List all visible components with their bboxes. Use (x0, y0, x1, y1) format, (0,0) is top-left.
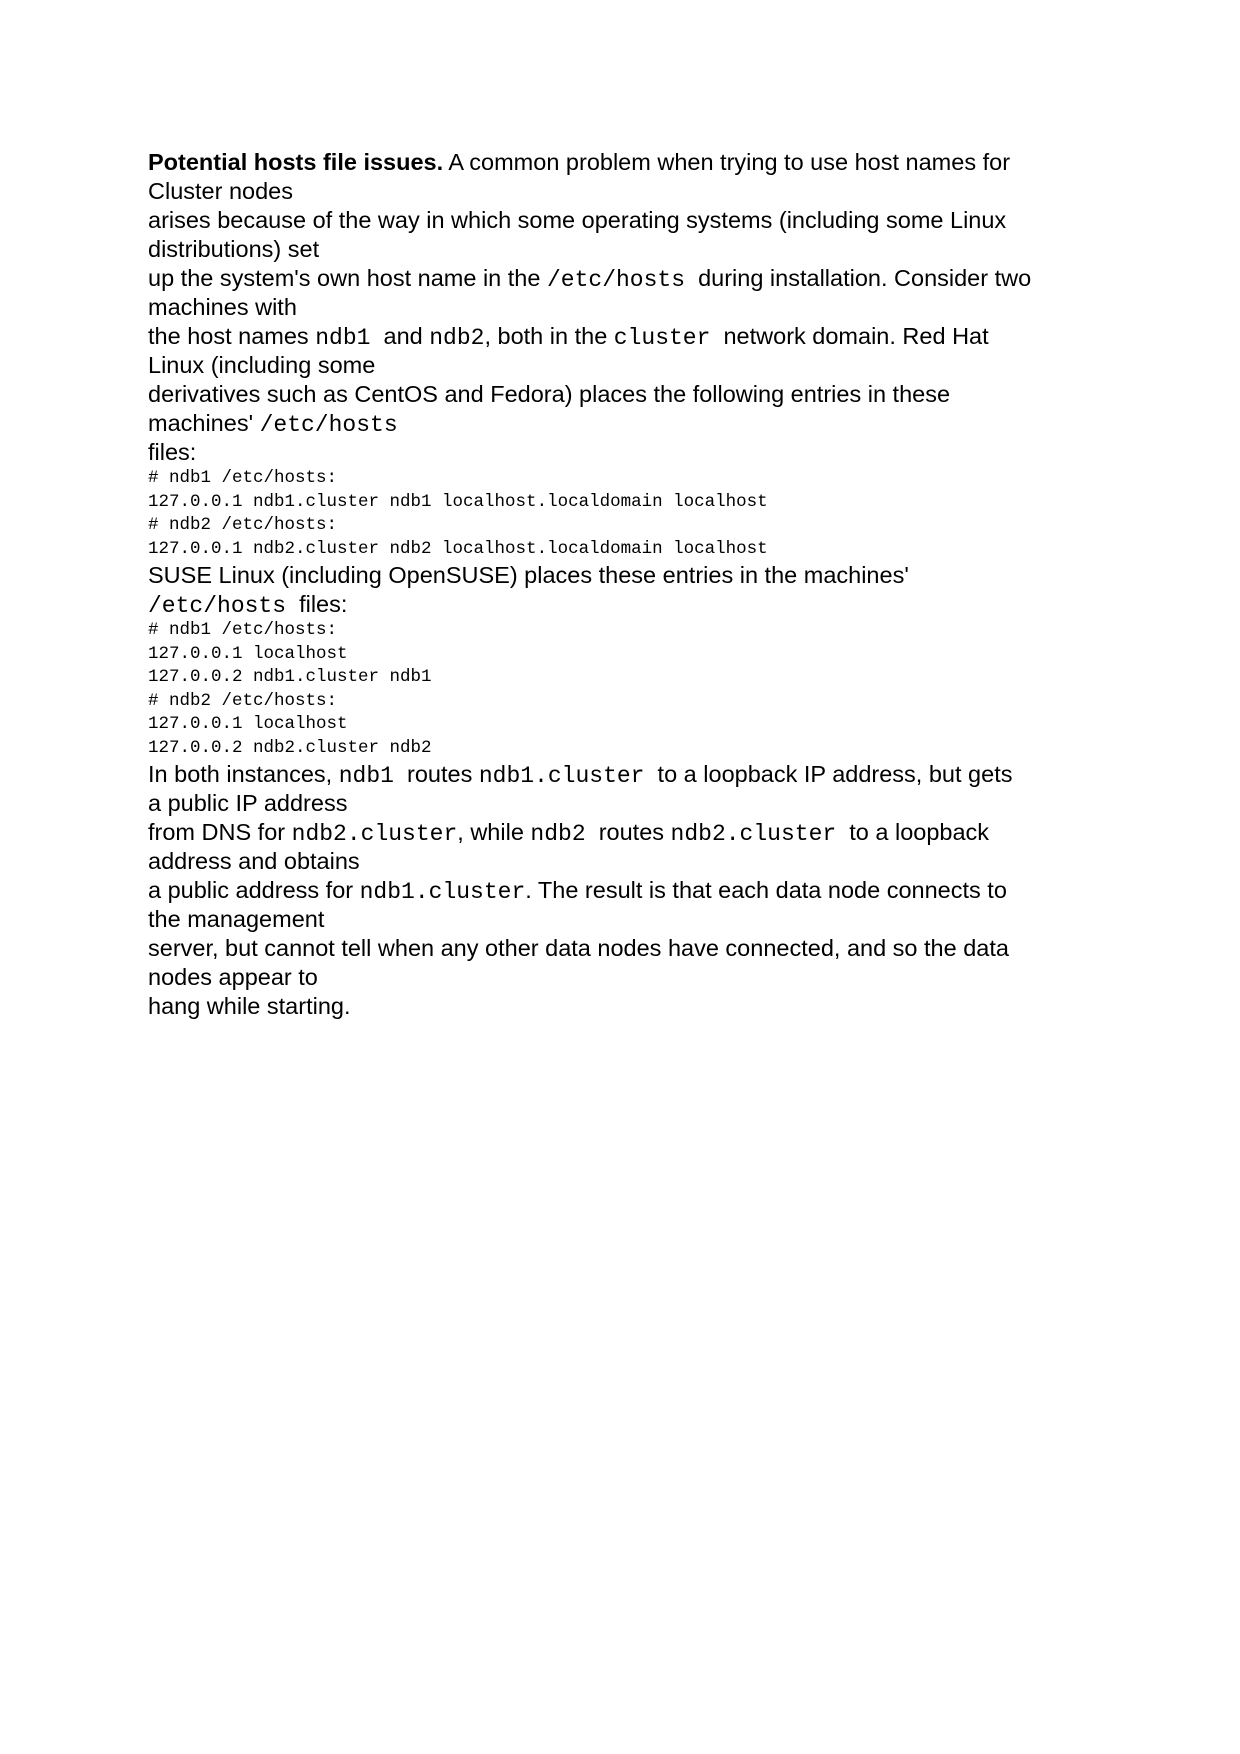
code-block (148, 467, 1108, 561)
inline-code: ndb1 (315, 325, 371, 351)
text-line: SUSE Linux (including OpenSUSE) places these entries in the machines' (148, 562, 909, 588)
text-line: the management (148, 906, 325, 932)
text-line: arises because of the way in which some operating systems (including some Linux (148, 207, 1007, 233)
text-line: machines' /etc/hosts (148, 410, 398, 438)
inline-code: ndb2 (429, 325, 485, 351)
code-block (148, 619, 1108, 760)
text-line: Linux (including some (148, 352, 376, 378)
inline-code: /etc/hosts (148, 593, 287, 619)
text-line: /etc/hosts files: (148, 591, 348, 619)
text-line: In both instances, ndb1 routes ndb1.cluster to a loopback IP address, but gets (148, 761, 1013, 789)
inline-code: cluster (613, 325, 711, 351)
text-line: hang while starting. (148, 993, 351, 1019)
text-line: a public address for ndb1.cluster. The result is that each data node connects to (148, 877, 1007, 905)
text-line: files: (148, 439, 197, 465)
text-line: up the system's own host name in the /etc/hosts during installation. Consider two (148, 265, 1032, 293)
inline-code: ndb2.cluster (670, 821, 837, 847)
inline-code: /etc/hosts (259, 412, 398, 438)
code-line: 127.0.0.1 ndb2.cluster ndb2 localhost.localdomain localhost (148, 538, 768, 559)
text-line: a public IP address (148, 790, 348, 816)
inline-code: ndb2.cluster (291, 821, 458, 847)
code-line: # ndb2 /etc/hosts: (148, 515, 338, 535)
inline-code: ndb1 (338, 763, 394, 789)
code-line: 127.0.0.1 localhost (148, 643, 348, 664)
text-line: derivatives such as CentOS and Fedora) places the following entries in these (148, 381, 951, 407)
inline-code: ndb1.cluster (478, 763, 645, 789)
text-line: nodes appear to (148, 964, 318, 990)
code-line: # ndb1 /etc/hosts: (148, 468, 338, 488)
code-line: 127.0.0.2 ndb2.cluster ndb2 (148, 737, 432, 758)
text-line: Cluster nodes (148, 178, 293, 204)
text-line: distributions) set (148, 236, 320, 262)
code-line: 127.0.0.1 localhost (148, 714, 348, 734)
text-line: server, but cannot tell when any other data nodes have connected, and so the data (148, 935, 1009, 961)
text-line: Potential hosts file issues. A common problem when trying to use host names for (148, 149, 1011, 175)
code-line: 127.0.0.1 ndb1.cluster ndb1 localhost.localdomain localhost (148, 491, 768, 512)
text-line: machines with (148, 294, 297, 320)
section-heading: Potential hosts file issues. (148, 149, 444, 175)
code-line: 127.0.0.2 ndb1.cluster ndb1 (148, 667, 432, 687)
document-page (148, 148, 1108, 1021)
code-line: # ndb2 /etc/hosts: (148, 690, 338, 711)
text-line: the host names ndb1 and ndb2, both in the cluster network domain. Red Hat (148, 323, 989, 351)
inline-code: /etc/hosts (546, 267, 686, 293)
code-line: # ndb1 /etc/hosts: (148, 620, 338, 640)
text-line: address and obtains (148, 848, 360, 874)
inline-code: ndb1.cluster (359, 879, 526, 905)
text-line: from DNS for ndb2.cluster, while ndb2 routes ndb2.cluster to a loopback (148, 819, 990, 847)
inline-code: ndb2 (530, 821, 586, 847)
